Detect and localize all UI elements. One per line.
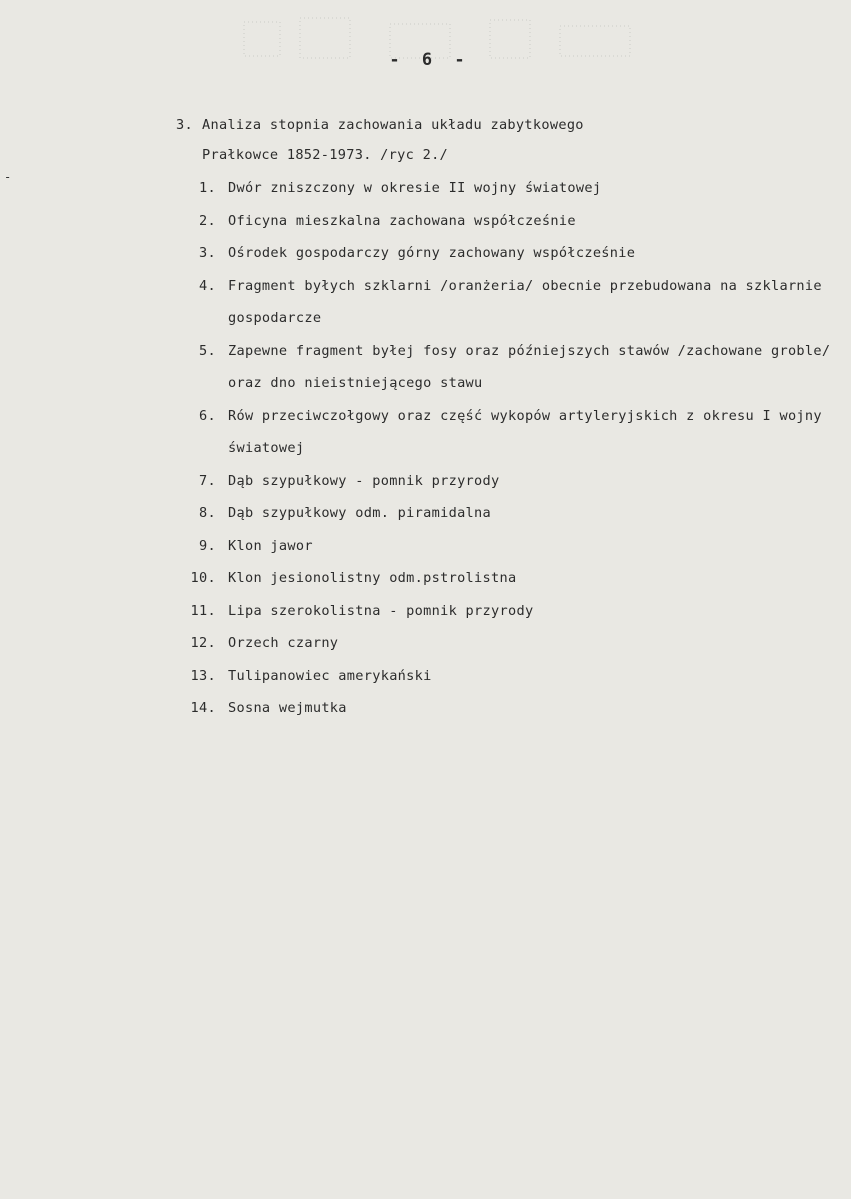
item-list [186, 172, 836, 725]
item-text: Zapewne fragment byłej fosy oraz późniejszych stawów /zachowane groble/ oraz dno nieistniejącego stawu [228, 342, 831, 391]
item-text: Dąb szypułkowy - pomnik przyrody [228, 472, 500, 489]
list-item [186, 627, 836, 660]
item-text: Rów przeciwczołgowy oraz część wykopów artyleryjskich z okresu I wojny światowej [228, 407, 822, 456]
item-number: 4. [199, 277, 216, 294]
item-number: 10. [190, 570, 216, 586]
list-item [186, 660, 836, 693]
list-item [186, 497, 836, 530]
item-text: Dąb szypułkowy odm. piramidalna [228, 505, 492, 521]
list-item [186, 270, 836, 335]
item-text: Sosna wejmutka [228, 700, 347, 716]
item-text: Tulipanowiec amerykański [228, 667, 432, 684]
list-item [186, 172, 836, 205]
item-number: 8. [199, 505, 216, 521]
list-item [186, 237, 836, 270]
list-item [186, 465, 836, 498]
page-number: - 6 - [389, 50, 471, 70]
item-number: 5. [199, 342, 216, 359]
list-item [186, 595, 836, 628]
section-subtitle: Prałkowce 1852-1973. /ryc 2./ [202, 147, 449, 163]
item-text: Oficyna mieszkalna zachowana współcześnie [228, 212, 576, 229]
item-number: 12. [190, 635, 216, 651]
item-number: 2. [199, 212, 216, 229]
item-text: Dwór zniszczony w okresie II wojny światowej [228, 180, 602, 196]
item-number: 7. [199, 472, 216, 489]
item-text: Klon jesionolistny odm.pstrolistna [228, 570, 517, 586]
list-item [186, 205, 836, 238]
item-text: Ośrodek gospodarczy górny zachowany współcześnie [228, 245, 636, 261]
dash-mark-icon: - [4, 170, 12, 184]
list-item [186, 530, 836, 563]
list-item [186, 400, 836, 465]
section-heading-line1 [176, 110, 584, 140]
section-heading [176, 110, 584, 170]
list-item [186, 692, 836, 725]
item-number: 3. [199, 245, 216, 261]
item-number: 9. [199, 537, 216, 554]
item-text: Klon jawor [228, 537, 313, 554]
section-number: 3. [176, 117, 193, 133]
item-text: Fragment byłych szklarni /oranżeria/ obecnie przebudowana na szklarnie gospodarcze [228, 277, 822, 326]
item-text: Orzech czarny [228, 635, 339, 651]
item-number: 6. [199, 407, 216, 424]
item-number: 14. [190, 700, 216, 716]
section-title: Analiza stopnia zachowania układu zabytkowego [202, 117, 584, 133]
list-item [186, 562, 836, 595]
list-item [186, 335, 836, 400]
item-number: 11. [190, 602, 216, 619]
item-number: 13. [190, 667, 216, 684]
item-text: Lipa szerokolistna - pomnik przyrody [228, 602, 534, 619]
item-number: 1. [199, 180, 216, 196]
